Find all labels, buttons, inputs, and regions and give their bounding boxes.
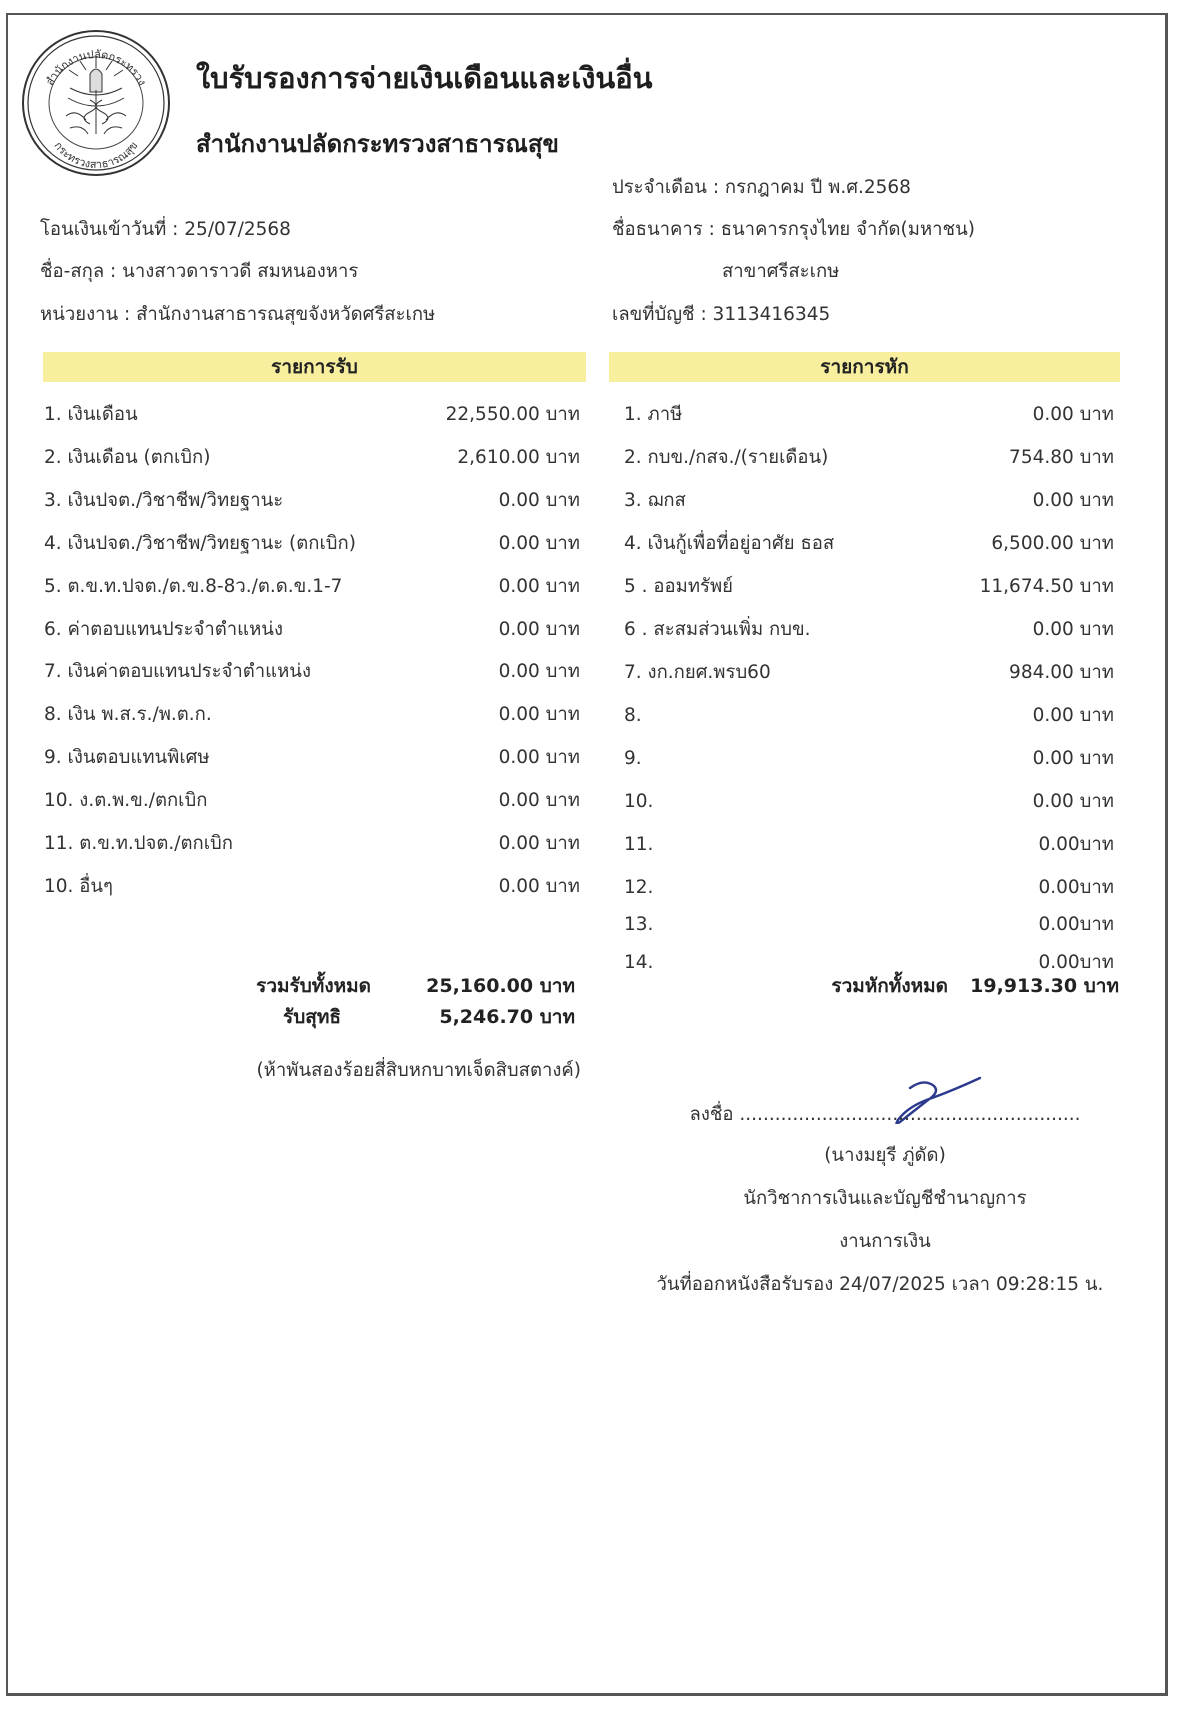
signer-department: งานการเงิน — [839, 1231, 931, 1252]
income-amount: 0.00 บาท — [498, 618, 580, 640]
deduction-amount: 0.00บาท — [1038, 877, 1114, 898]
deduction-amount: 0.00 บาท — [1032, 705, 1114, 726]
deduction-amount: 0.00 บาท — [1032, 619, 1114, 640]
income-label: 10. ง.ต.พ.ข./ตกเบิก — [44, 790, 208, 812]
deduction-amount: 0.00 บาท — [1032, 791, 1114, 812]
income-row — [44, 443, 580, 473]
deduction-label: 8. — [624, 705, 642, 726]
document-title: ใบรับรองการจ่ายเงินเดือนและเงินอื่น — [196, 61, 653, 95]
income-label: 10. อื่นๆ — [44, 875, 113, 897]
deduction-label: 1. ภาษี — [624, 404, 683, 425]
deduction-row — [624, 529, 1114, 559]
signature-line: ลงชื่อ .......................................................... — [689, 1104, 1081, 1125]
income-row — [44, 872, 580, 902]
deduction-amount: 0.00 บาท — [1032, 490, 1114, 511]
income-row — [44, 657, 580, 687]
deduction-label: 2. กบข./กสจ./(รายเดือน) — [624, 447, 829, 468]
income-amount: 0.00 บาท — [498, 704, 580, 726]
income-row — [44, 400, 580, 430]
transfer-date: โอนเงินเข้าวันที่ : 25/07/2568 — [40, 219, 291, 240]
deduction-label: 13. — [624, 914, 654, 935]
svg-text:กระทรวงสาธารณสุข: กระทรวงสาธารณสุข — [51, 139, 141, 172]
income-label: 1. เงินเดือน — [44, 404, 138, 425]
income-label: 2. เงินเดือน (ตกเบิก) — [44, 446, 211, 468]
deductions-header: รายการหัก — [609, 352, 1120, 382]
income-amount: 0.00 บาท — [498, 661, 580, 683]
deduction-row — [624, 486, 1114, 516]
deduction-amount: 0.00บาท — [1038, 834, 1114, 855]
income-header: รายการรับ — [43, 352, 586, 382]
pay-month: ประจำเดือน : กรกฎาคม ปี พ.ศ.2568 — [612, 177, 911, 198]
income-row — [44, 486, 580, 516]
deduction-amount: 11,674.50 บาท — [979, 576, 1114, 597]
deduction-label: 11. — [624, 834, 654, 855]
income-row — [44, 786, 580, 816]
net-income-value: 5,246.70 บาท — [439, 1006, 575, 1028]
income-amount: 2,610.00 บาท — [457, 446, 580, 468]
deduction-amount: 0.00 บาท — [1032, 404, 1114, 425]
deduction-row — [624, 615, 1114, 645]
deduction-amount: 0.00บาท — [1038, 914, 1114, 935]
deduction-amount: 0.00 บาท — [1032, 748, 1114, 769]
bank-branch: สาขาศรีสะเกษ — [722, 261, 840, 282]
income-amount: 0.00 บาท — [498, 875, 580, 897]
deduction-row — [624, 701, 1114, 731]
signer-position: นักวิชาการเงินและบัญชีชำนาญการ — [743, 1188, 1027, 1209]
income-total-label: รวมรับทั้งหมด — [256, 975, 371, 997]
deduction-row — [624, 744, 1114, 774]
deduction-label: 4. เงินกู้เพื่อที่อยู่อาศัย ธอส — [624, 533, 835, 554]
income-label: 6. ค่าตอบแทนประจำตำแหน่ง — [44, 618, 283, 640]
income-amount: 22,550.00 บาท — [445, 404, 580, 425]
ministry-seal-icon — [20, 28, 172, 178]
income-label: 9. เงินตอบแทนพิเศษ — [44, 747, 210, 769]
deduction-label: 3. ฌกส — [624, 490, 686, 511]
account-number: เลขที่บัญชี : 3113416345 — [612, 304, 831, 325]
deduction-label: 12. — [624, 877, 654, 898]
signer-name: (นางมยุรี ภู่ดัด) — [824, 1145, 946, 1166]
income-row — [44, 615, 580, 645]
income-label: 11. ต.ข.ท.ปจต./ตกเบิก — [44, 833, 233, 854]
deduction-label: 6 . สะสมส่วนเพิ่ม กบข. — [624, 619, 811, 640]
deduction-amount: 0.00บาท — [1038, 952, 1114, 973]
deduction-amount: 6,500.00 บาท — [991, 533, 1114, 554]
deduction-row — [624, 443, 1114, 473]
income-label: 7. เงินค่าตอบแทนประจำตำแหน่ง — [44, 661, 311, 683]
income-amount: 0.00 บาท — [498, 833, 580, 854]
income-row — [44, 743, 580, 773]
income-row — [44, 700, 580, 730]
income-label: 3. เงินปจต./วิชาชีพ/วิทยฐานะ — [44, 489, 284, 511]
deduction-label: 10. — [624, 791, 654, 812]
income-label: 5. ต.ข.ท.ปจต./ต.ข.8-8ว./ต.ด.ข.1-7 — [44, 575, 343, 597]
deduction-label: 7. งก.กยศ.พรบ60 — [624, 662, 771, 683]
bank-name: ชื่อธนาคาร : ธนาคารกรุงไทย จำกัด(มหาชน) — [612, 219, 975, 240]
income-row — [44, 572, 580, 602]
deduction-amount: 754.80 บาท — [1009, 447, 1114, 468]
deduction-label: 14. — [624, 952, 654, 973]
deduction-row — [624, 400, 1114, 430]
deduction-row — [624, 830, 1114, 860]
income-total-value: 25,160.00 บาท — [426, 975, 575, 997]
deductions-total-value: 19,913.30 บาท — [970, 975, 1119, 997]
deductions-total-label: รวมหักทั้งหมด — [831, 975, 948, 997]
deduction-row — [624, 572, 1114, 602]
work-unit: หน่วยงาน : สำนักงานสาธารณสุขจังหวัดศรีสะเกษ — [40, 304, 436, 325]
income-row — [44, 529, 580, 559]
net-income-in-words: (ห้าพันสองร้อยสี่สิบหกบาทเจ็ดสิบสตางค์) — [256, 1060, 581, 1081]
deduction-row — [624, 658, 1114, 688]
issued-timestamp: วันที่ออกหนังสือรับรอง 24/07/2025 เวลา 09:28:15 น. — [656, 1274, 1104, 1295]
income-amount: 0.00 บาท — [498, 489, 580, 511]
net-income-label: รับสุทธิ — [283, 1006, 341, 1028]
income-label: 4. เงินปจต./วิชาชีพ/วิทยฐานะ (ตกเบิก) — [44, 532, 356, 554]
employee-name: ชื่อ-สกุล : นางสาวดาราวดี สมหนองหาร — [40, 261, 359, 282]
deduction-label: 5 . ออมทรัพย์ — [624, 576, 733, 597]
svg-text:สำนักงานปลัดกระทรวง: สำนักงานปลัดกระทรวง — [43, 47, 149, 88]
income-amount: 0.00 บาท — [498, 532, 580, 554]
deduction-amount: 984.00 บาท — [1009, 662, 1114, 683]
deduction-label: 9. — [624, 748, 642, 769]
deduction-row — [624, 787, 1114, 817]
income-amount: 0.00 บาท — [498, 747, 580, 769]
deduction-row — [624, 873, 1114, 903]
income-row — [44, 829, 580, 859]
income-label: 8. เงิน พ.ส.ร./พ.ต.ก. — [44, 704, 212, 726]
income-amount: 0.00 บาท — [498, 790, 580, 812]
income-amount: 0.00 บาท — [498, 575, 580, 597]
deduction-row — [624, 910, 1114, 940]
organization-name: สำนักงานปลัดกระทรวงสาธารณสุข — [196, 130, 559, 158]
